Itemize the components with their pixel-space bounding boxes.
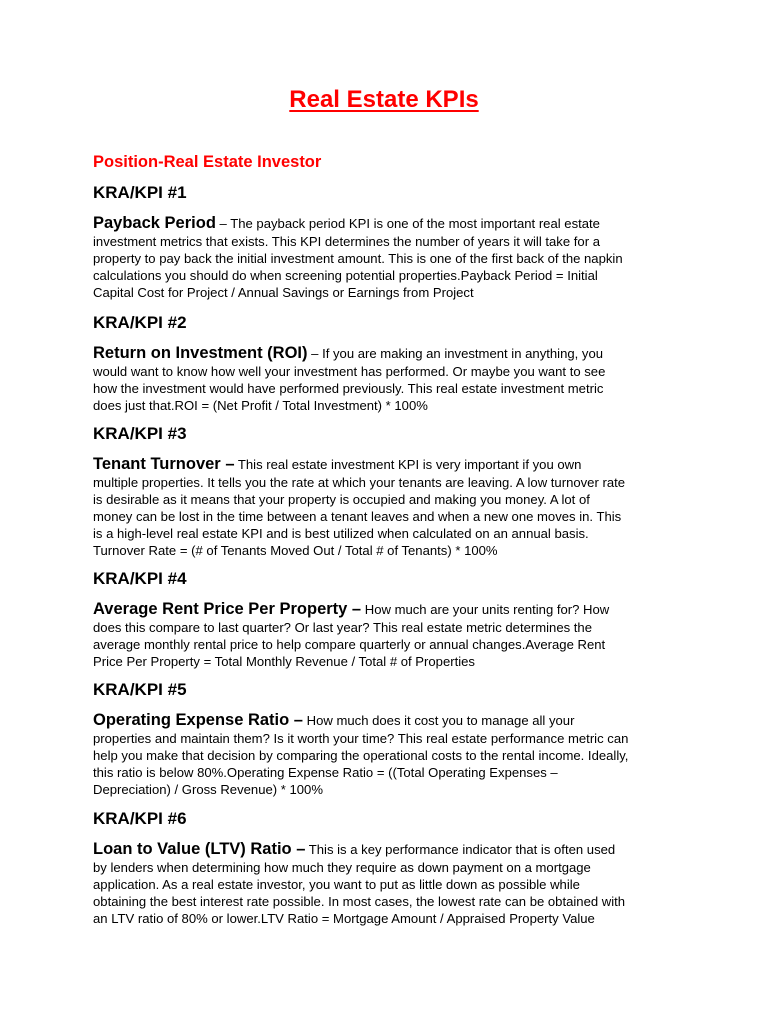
kpi-description xyxy=(93,710,693,799)
kpi-description-line: does just that.ROI = (Net Profit / Total Investment) * 100% xyxy=(93,397,428,413)
kpi-description-line: investment metrics that exists. This KPI determines the number of years it will take for a xyxy=(93,234,600,249)
kpi-term: Tenant Turnover – xyxy=(93,455,235,473)
kpi-heading: KRA/KPI #2 xyxy=(93,313,187,332)
kpi-description-line: how the investment would have performed previously. This real estate investment metric xyxy=(93,380,604,396)
kpi-section-1 xyxy=(93,183,693,302)
kpi-description-line: by lenders when determining how much they require as down payment on a mortgage xyxy=(93,860,591,875)
kpi-section-6 xyxy=(93,809,693,928)
kpi-heading: KRA/KPI #1 xyxy=(93,183,187,202)
document-title: Real Estate KPIs xyxy=(289,86,479,113)
kpi-description-line: help you make that decision by comparing the operational costs to the rental income. Ideally, xyxy=(93,747,629,763)
kpi-term: Return on Investment (ROI) xyxy=(93,344,308,362)
kpi-description-line: obtaining the best interest rate possible. In most cases, the lowest rate can be obtained with xyxy=(93,893,626,909)
kpi-description-line: is a high-level real estate KPI and is best utilized when calculated on an annual basis. xyxy=(93,525,589,541)
kpi-description-line: Depreciation) / Gross Revenue) * 100% xyxy=(93,781,323,797)
kpi-description-line: application. As a real estate investor, you want to put as little down as possible while xyxy=(93,876,580,892)
kpi-description xyxy=(93,343,693,415)
kpi-description xyxy=(93,599,693,671)
kpi-description-line: Capital Cost for Project / Annual Savings or Earnings from Project xyxy=(93,284,474,300)
kpi-description-line: does this compare to last quarter? Or last year? This real estate metric determines the xyxy=(93,620,593,635)
kpi-section-3 xyxy=(93,424,693,560)
kpi-section-5 xyxy=(93,680,693,799)
kpi-description-line: property to pay back the initial investment amount. This is one of the first back of the napkin xyxy=(93,250,623,266)
kpi-term: Operating Expense Ratio – xyxy=(93,711,303,729)
kpi-description xyxy=(93,454,693,560)
kpi-section-2 xyxy=(93,313,693,415)
kpi-description-line: Average Rent Price Per Property – How much are your units renting for? How xyxy=(93,600,610,618)
position-heading: Position-Real Estate Investor xyxy=(93,153,322,171)
kpi-description-line: would want to know how well your investment has performed. Or maybe you want to see xyxy=(93,364,606,379)
kpi-description-line: Return on Investment (ROI) – If you are making an investment in anything, you xyxy=(93,344,604,362)
kpi-description-line: Turnover Rate = (# of Tenants Moved Out / Total # of Tenants) * 100% xyxy=(93,542,498,558)
kpi-description-line: Operating Expense Ratio – How much does it cost you to manage all your xyxy=(93,711,575,729)
kpi-heading: KRA/KPI #4 xyxy=(93,569,187,588)
kpi-description-line: average monthly rental price to help compare quarterly or annual changes.Average Rent xyxy=(93,636,606,652)
kpi-term: Average Rent Price Per Property – xyxy=(93,600,362,618)
kpi-description-line: Price Per Property = Total Monthly Revenue / Total # of Properties xyxy=(93,653,475,669)
kpi-description xyxy=(93,839,693,928)
kpi-heading: KRA/KPI #3 xyxy=(93,424,187,443)
kpi-description-line: money can be lost in the time between a tenant leaves and when a new one moves in. This xyxy=(93,508,622,524)
kpi-description-line: an LTV ratio of 80% or lower.LTV Ratio = Mortgage Amount / Appraised Property Value xyxy=(93,910,595,926)
kpi-term: Payback Period xyxy=(93,214,216,232)
kpi-description-line: this ratio is below 80%.Operating Expense Ratio = ((Total Operating Expenses – xyxy=(93,764,558,780)
kpi-description-line: properties and maintain them? Is it worth your time? This real estate performance metric can xyxy=(93,731,629,746)
kpi-heading: KRA/KPI #6 xyxy=(93,809,187,828)
kpi-description-line: multiple properties. It tells you the rate at which your tenants are leaving. A low turnover rate xyxy=(93,475,626,490)
kpi-description xyxy=(93,213,693,302)
kpi-description-line: Loan to Value (LTV) Ratio – This is a key performance indicator that is often used xyxy=(93,840,616,858)
kpi-heading: KRA/KPI #5 xyxy=(93,680,187,699)
kpi-section-4 xyxy=(93,569,693,671)
kpi-description-line: Payback Period – The payback period KPI is one of the most important real estate xyxy=(93,214,600,232)
kpi-description-line: calculations you should do when screening potential properties.Payback Period = Initial xyxy=(93,267,598,283)
kpi-description-line: Tenant Turnover – This real estate investment KPI is very important if you own xyxy=(93,455,582,473)
kpi-description-line: is desirable as it means that your property is occupied and making you money. A lot of xyxy=(93,491,590,507)
kpi-term: Loan to Value (LTV) Ratio – xyxy=(93,840,306,858)
